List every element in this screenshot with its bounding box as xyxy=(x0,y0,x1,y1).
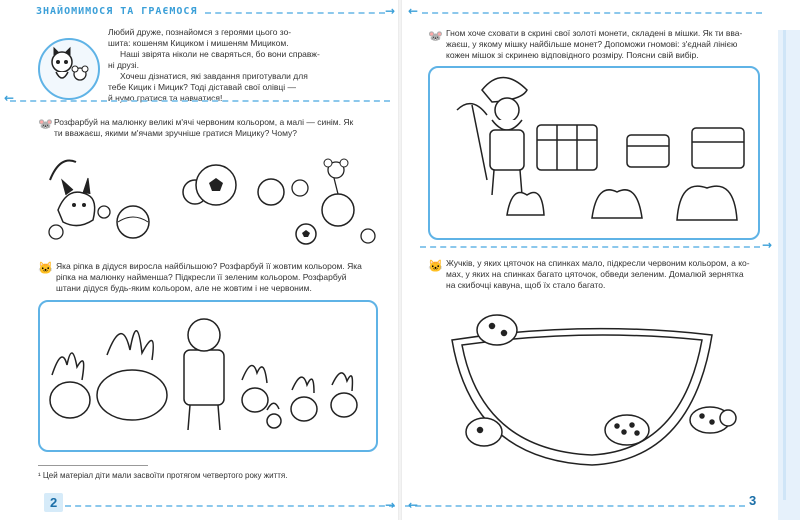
footer-dashed-line xyxy=(65,505,395,507)
task-line: кожен мішок зі скринею відповідного розміру. Поясни свій вибір. xyxy=(446,50,699,60)
intro-line: Хочеш дізнатися, які завдання приготували для xyxy=(120,71,308,81)
task-line: ти вважаєш, якими м'ячами зручніше гратися Мицику? Чому? xyxy=(54,128,297,138)
cat-icon: 🐱 xyxy=(38,261,53,275)
task-line: Жучків, у яких цяточок на спинках мало, підкресли червоним кольором, а ко- xyxy=(446,258,750,268)
arrow-left-icon: ← xyxy=(408,498,419,512)
footnote: ¹ Цей матеріал діти мали засвоїти протягом четвертого року життя. xyxy=(38,471,288,480)
header-dashed-line xyxy=(422,12,762,14)
edge-stripe xyxy=(778,30,800,520)
arrow-left-icon: ← xyxy=(4,91,15,105)
page-number-left: 2 xyxy=(44,493,63,512)
task-line: ріпка на малюнку найменша? Підкресли її зеленим кольором. Розфарбуй xyxy=(56,272,347,282)
intro-line: Наші звірята ніколи не сваряться, бо вони справж- xyxy=(120,49,320,59)
task-line: Гном хоче сховати в скрині свої золоті монети, складені в мішки. Як ти вва- xyxy=(446,28,743,38)
task3-text xyxy=(446,28,742,61)
footnote-rule xyxy=(38,465,148,466)
mouse-icon: 🐭 xyxy=(38,117,53,131)
gnome-chests-illustration xyxy=(432,70,752,232)
turnips-illustration xyxy=(42,305,372,445)
intro-line: шита: кошеням Кициком і мишеням Мициком. xyxy=(108,38,289,48)
task1-text xyxy=(54,117,353,139)
cat-icon: 🐱 xyxy=(428,259,443,273)
section-divider xyxy=(10,100,390,102)
header-dashed-line xyxy=(205,12,385,14)
page-number-right: 3 xyxy=(749,493,757,508)
task-line: жаєш, у якому мішку найбільше монет? Допоможи гномові: з'єднай лінією xyxy=(446,39,738,49)
task4-text xyxy=(446,258,750,291)
watermelon-bugs-illustration xyxy=(432,300,752,470)
page-title: ЗНАЙОМИМОСЯ ТА ГРАЄМОСЯ xyxy=(36,6,198,17)
task2-text xyxy=(56,261,362,294)
task-line: Яка ріпка в дідуся виросла найбільшою? Розфарбуй її жовтим кольором. Яка xyxy=(56,261,362,271)
mouse-icon: 🐭 xyxy=(428,29,443,43)
intro-line: й нумо гратися та навчатися! xyxy=(108,93,223,103)
task-line: на скибочці кавуна, щоб їх стало багато. xyxy=(446,280,606,290)
arrow-right-icon: → xyxy=(762,238,773,252)
task-line: Розфарбуй на малюнку великі м'ячі червоним кольором, а малі — синім. Як xyxy=(54,117,354,127)
arrow-right-icon: → xyxy=(385,4,396,18)
cat-and-mouse-illustration xyxy=(40,40,96,96)
intro-text xyxy=(108,27,320,104)
edge-stripe-inner xyxy=(783,30,786,500)
intro-line: тебе Кицик і Мицик? Тоді діставай свої олівці — xyxy=(108,82,296,92)
book-spine xyxy=(398,0,402,520)
footer-dashed-line xyxy=(405,505,745,507)
arrow-right-icon: → xyxy=(385,498,396,512)
task-line: мах, у яких на спинках багато цяточок, обведи зеленим. Домалюй зернятка xyxy=(446,269,744,279)
section-divider xyxy=(420,246,760,248)
arrow-left-icon: ← xyxy=(408,4,419,18)
intro-line: ні друзі. xyxy=(108,60,139,70)
task-line: штани дідуся будь-яким кольором, але не жовтим і не червоним. xyxy=(56,283,312,293)
balls-illustration xyxy=(38,150,378,250)
intro-line: Любий друже, познайомся з героями цього зо- xyxy=(108,27,292,37)
